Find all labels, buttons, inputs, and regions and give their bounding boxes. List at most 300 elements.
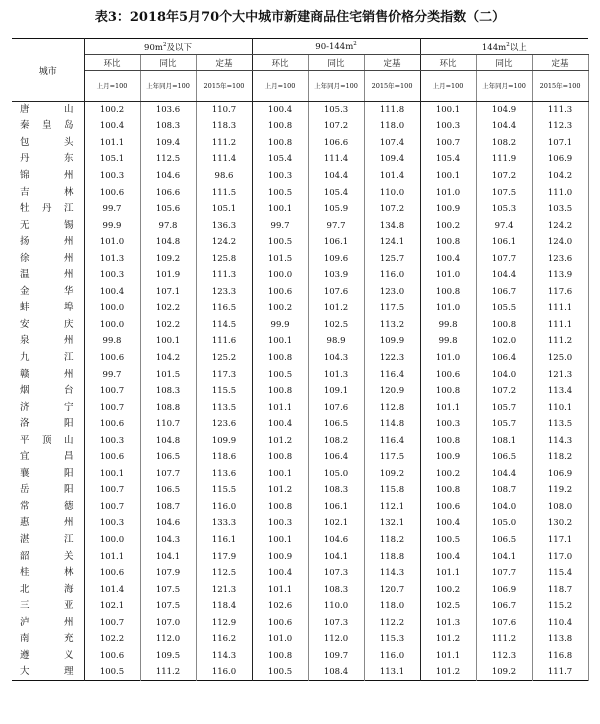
index-value-cell: 100.5 bbox=[252, 664, 308, 681]
index-value-cell: 106.9 bbox=[532, 466, 588, 483]
index-value-cell: 109.5 bbox=[140, 648, 196, 665]
index-value-cell: 99.8 bbox=[420, 317, 476, 334]
table-row bbox=[12, 631, 588, 648]
table-row bbox=[12, 499, 588, 516]
index-value-cell: 100.4 bbox=[252, 565, 308, 582]
index-value-cell: 118.2 bbox=[364, 532, 420, 549]
index-value-cell: 101.0 bbox=[420, 267, 476, 284]
index-value-cell: 108.3 bbox=[308, 581, 364, 598]
index-value-cell: 115.4 bbox=[532, 565, 588, 582]
city-name-cell: 泉州 bbox=[12, 333, 84, 350]
index-value-cell: 112.3 bbox=[532, 118, 588, 135]
index-value-cell: 108.2 bbox=[476, 135, 532, 152]
index-value-cell: 99.8 bbox=[420, 333, 476, 350]
index-value-cell: 125.0 bbox=[532, 350, 588, 367]
index-value-cell: 111.0 bbox=[532, 184, 588, 201]
index-value-cell: 100.2 bbox=[420, 581, 476, 598]
index-value-cell: 101.2 bbox=[252, 432, 308, 449]
index-value-cell: 107.1 bbox=[532, 135, 588, 152]
index-value-cell: 100.1 bbox=[252, 466, 308, 483]
index-value-cell: 105.0 bbox=[476, 515, 532, 532]
table-row bbox=[12, 383, 588, 400]
index-value-cell: 123.0 bbox=[364, 284, 420, 301]
index-value-cell: 104.4 bbox=[476, 267, 532, 284]
subheader-fixed-base: 定基 bbox=[532, 55, 588, 71]
city-name-cell: 济宁 bbox=[12, 399, 84, 416]
index-value-cell: 107.5 bbox=[140, 581, 196, 598]
index-value-cell: 106.7 bbox=[476, 284, 532, 301]
index-value-cell: 111.3 bbox=[196, 267, 252, 284]
index-value-cell: 105.3 bbox=[308, 102, 364, 119]
index-value-cell: 106.9 bbox=[532, 151, 588, 168]
index-value-cell: 106.1 bbox=[308, 499, 364, 516]
index-value-cell: 125.8 bbox=[196, 250, 252, 267]
index-value-cell: 107.2 bbox=[476, 383, 532, 400]
subheader-mom: 环比 bbox=[420, 55, 476, 71]
index-value-cell: 119.2 bbox=[532, 482, 588, 499]
index-value-cell: 100.1 bbox=[84, 466, 140, 483]
city-column-header: 城市 bbox=[12, 39, 84, 102]
index-value-cell: 97.4 bbox=[476, 217, 532, 234]
index-value-cell: 108.8 bbox=[140, 399, 196, 416]
index-value-cell: 111.2 bbox=[532, 333, 588, 350]
index-value-cell: 105.4 bbox=[308, 184, 364, 201]
index-value-cell: 122.3 bbox=[364, 350, 420, 367]
index-value-cell: 114.5 bbox=[196, 317, 252, 334]
index-value-cell: 102.5 bbox=[420, 598, 476, 615]
index-value-cell: 113.9 bbox=[532, 267, 588, 284]
index-value-cell: 120.7 bbox=[364, 581, 420, 598]
index-value-cell: 100.4 bbox=[420, 548, 476, 565]
city-name-cell: 牡丹江 bbox=[12, 201, 84, 218]
city-name-cell: 秦皇岛 bbox=[12, 118, 84, 135]
index-value-cell: 100.6 bbox=[84, 416, 140, 433]
index-value-cell: 101.2 bbox=[252, 482, 308, 499]
index-value-cell: 121.3 bbox=[532, 366, 588, 383]
index-value-cell: 100.6 bbox=[84, 350, 140, 367]
table-header bbox=[12, 39, 588, 102]
base-label-fixed-base: 2015年=100 bbox=[196, 71, 252, 102]
index-value-cell: 133.3 bbox=[196, 515, 252, 532]
index-value-cell: 107.2 bbox=[308, 118, 364, 135]
table-row bbox=[12, 449, 588, 466]
price-index-table bbox=[12, 38, 589, 681]
index-value-cell: 108.7 bbox=[476, 482, 532, 499]
index-value-cell: 100.6 bbox=[84, 565, 140, 582]
city-name-cell: 烟台 bbox=[12, 383, 84, 400]
index-value-cell: 100.7 bbox=[84, 614, 140, 631]
table-row bbox=[12, 333, 588, 350]
index-value-cell: 100.3 bbox=[84, 515, 140, 532]
index-value-cell: 107.7 bbox=[476, 250, 532, 267]
index-value-cell: 100.0 bbox=[252, 267, 308, 284]
index-value-cell: 102.0 bbox=[476, 333, 532, 350]
index-value-cell: 112.5 bbox=[140, 151, 196, 168]
index-value-cell: 104.1 bbox=[476, 548, 532, 565]
base-label-fixed-base: 2015年=100 bbox=[364, 71, 420, 102]
index-value-cell: 100.4 bbox=[84, 118, 140, 135]
index-value-cell: 100.2 bbox=[252, 300, 308, 317]
index-value-cell: 117.1 bbox=[532, 532, 588, 549]
city-name-cell: 蚌埠 bbox=[12, 300, 84, 317]
index-value-cell: 113.5 bbox=[532, 416, 588, 433]
index-value-cell: 109.6 bbox=[308, 250, 364, 267]
index-value-cell: 100.1 bbox=[140, 333, 196, 350]
index-value-cell: 116.4 bbox=[364, 366, 420, 383]
index-value-cell: 100.5 bbox=[252, 184, 308, 201]
index-value-cell: 102.1 bbox=[308, 515, 364, 532]
index-value-cell: 100.2 bbox=[420, 466, 476, 483]
index-value-cell: 105.1 bbox=[84, 151, 140, 168]
index-value-cell: 112.1 bbox=[364, 499, 420, 516]
table-row bbox=[12, 135, 588, 152]
index-value-cell: 104.6 bbox=[140, 515, 196, 532]
index-value-cell: 112.0 bbox=[140, 631, 196, 648]
index-value-cell: 106.6 bbox=[140, 184, 196, 201]
index-value-cell: 100.8 bbox=[252, 449, 308, 466]
index-value-cell: 111.5 bbox=[196, 184, 252, 201]
index-value-cell: 100.3 bbox=[84, 168, 140, 185]
index-value-cell: 116.1 bbox=[196, 532, 252, 549]
index-value-cell: 104.2 bbox=[140, 350, 196, 367]
index-value-cell: 110.7 bbox=[196, 102, 252, 119]
city-name-cell: 常德 bbox=[12, 499, 84, 516]
table-row bbox=[12, 267, 588, 284]
index-value-cell: 111.4 bbox=[308, 151, 364, 168]
index-value-cell: 100.6 bbox=[84, 184, 140, 201]
index-value-cell: 104.3 bbox=[140, 532, 196, 549]
index-value-cell: 105.0 bbox=[308, 466, 364, 483]
index-value-cell: 113.5 bbox=[196, 399, 252, 416]
index-value-cell: 100.1 bbox=[252, 201, 308, 218]
table-row bbox=[12, 201, 588, 218]
table-row bbox=[12, 250, 588, 267]
index-value-cell: 112.5 bbox=[196, 565, 252, 582]
index-value-cell: 117.6 bbox=[532, 284, 588, 301]
index-value-cell: 116.0 bbox=[364, 648, 420, 665]
index-value-cell: 101.4 bbox=[364, 168, 420, 185]
index-value-cell: 124.1 bbox=[364, 234, 420, 251]
base-label-mom: 上月=100 bbox=[84, 71, 140, 102]
city-name-cell: 温州 bbox=[12, 267, 84, 284]
index-value-cell: 100.8 bbox=[252, 383, 308, 400]
index-value-cell: 100.3 bbox=[252, 168, 308, 185]
index-value-cell: 107.7 bbox=[140, 466, 196, 483]
index-value-cell: 100.8 bbox=[420, 432, 476, 449]
index-value-cell: 100.7 bbox=[84, 383, 140, 400]
index-value-cell: 99.7 bbox=[84, 366, 140, 383]
index-value-cell: 104.4 bbox=[476, 466, 532, 483]
index-value-cell: 113.2 bbox=[364, 317, 420, 334]
index-value-cell: 111.8 bbox=[364, 102, 420, 119]
index-value-cell: 106.7 bbox=[476, 598, 532, 615]
index-value-cell: 111.9 bbox=[476, 151, 532, 168]
index-value-cell: 130.2 bbox=[532, 515, 588, 532]
index-value-cell: 100.4 bbox=[252, 102, 308, 119]
index-value-cell: 101.0 bbox=[252, 631, 308, 648]
table-row bbox=[12, 515, 588, 532]
index-value-cell: 101.0 bbox=[420, 300, 476, 317]
city-name-cell: 韶关 bbox=[12, 548, 84, 565]
index-value-cell: 105.9 bbox=[308, 201, 364, 218]
index-value-cell: 118.6 bbox=[196, 449, 252, 466]
index-value-cell: 108.1 bbox=[476, 432, 532, 449]
index-value-cell: 114.3 bbox=[196, 648, 252, 665]
index-value-cell: 105.3 bbox=[476, 201, 532, 218]
city-name-cell: 遵义 bbox=[12, 648, 84, 665]
index-value-cell: 102.1 bbox=[84, 598, 140, 615]
table-row bbox=[12, 432, 588, 449]
index-value-cell: 109.2 bbox=[140, 250, 196, 267]
table-row bbox=[12, 598, 588, 615]
subheader-fixed-base: 定基 bbox=[196, 55, 252, 71]
city-name-cell: 洛阳 bbox=[12, 416, 84, 433]
index-value-cell: 115.8 bbox=[364, 482, 420, 499]
index-value-cell: 105.4 bbox=[252, 151, 308, 168]
index-value-cell: 102.2 bbox=[140, 300, 196, 317]
index-value-cell: 100.0 bbox=[84, 532, 140, 549]
index-value-cell: 100.8 bbox=[252, 135, 308, 152]
city-name-cell: 吉林 bbox=[12, 184, 84, 201]
index-value-cell: 106.6 bbox=[308, 135, 364, 152]
index-value-cell: 107.2 bbox=[476, 168, 532, 185]
subheader-yoy: 同比 bbox=[140, 55, 196, 71]
index-value-cell: 107.7 bbox=[476, 565, 532, 582]
index-value-cell: 100.8 bbox=[420, 234, 476, 251]
index-value-cell: 100.1 bbox=[420, 102, 476, 119]
index-value-cell: 108.3 bbox=[308, 482, 364, 499]
index-value-cell: 102.5 bbox=[308, 317, 364, 334]
index-value-cell: 103.6 bbox=[140, 102, 196, 119]
index-value-cell: 104.8 bbox=[140, 432, 196, 449]
index-value-cell: 101.1 bbox=[84, 135, 140, 152]
index-value-cell: 116.5 bbox=[196, 300, 252, 317]
city-name-cell: 安庆 bbox=[12, 317, 84, 334]
index-value-cell: 115.5 bbox=[196, 482, 252, 499]
index-value-cell: 115.5 bbox=[196, 383, 252, 400]
index-value-cell: 101.0 bbox=[420, 184, 476, 201]
city-name-cell: 大理 bbox=[12, 664, 84, 681]
table-row bbox=[12, 284, 588, 301]
index-value-cell: 113.4 bbox=[532, 383, 588, 400]
index-value-cell: 100.4 bbox=[84, 284, 140, 301]
index-value-cell: 117.5 bbox=[364, 449, 420, 466]
city-name-cell: 唐山 bbox=[12, 102, 84, 119]
city-name-cell: 徐州 bbox=[12, 250, 84, 267]
page-title: 表3：2018年5月70个大中城市新建商品住宅销售价格分类指数（二） bbox=[94, 10, 506, 25]
index-value-cell: 100.8 bbox=[420, 383, 476, 400]
index-value-cell: 123.6 bbox=[532, 250, 588, 267]
index-value-cell: 99.7 bbox=[252, 217, 308, 234]
index-value-cell: 105.7 bbox=[476, 399, 532, 416]
index-value-cell: 100.7 bbox=[84, 482, 140, 499]
index-value-cell: 104.9 bbox=[476, 102, 532, 119]
index-value-cell: 116.8 bbox=[532, 648, 588, 665]
index-value-cell: 118.8 bbox=[364, 548, 420, 565]
index-value-cell: 100.6 bbox=[420, 366, 476, 383]
index-value-cell: 109.1 bbox=[308, 383, 364, 400]
city-name-cell: 三亚 bbox=[12, 598, 84, 615]
index-value-cell: 118.2 bbox=[532, 449, 588, 466]
city-name-cell: 南充 bbox=[12, 631, 84, 648]
index-value-cell: 112.2 bbox=[364, 614, 420, 631]
index-value-cell: 116.0 bbox=[364, 267, 420, 284]
index-value-cell: 100.4 bbox=[420, 250, 476, 267]
subheader-yoy: 同比 bbox=[308, 55, 364, 71]
index-value-cell: 106.1 bbox=[308, 234, 364, 251]
index-value-cell: 113.1 bbox=[364, 664, 420, 681]
index-value-cell: 100.8 bbox=[252, 118, 308, 135]
index-value-cell: 104.4 bbox=[476, 118, 532, 135]
city-name-cell: 惠州 bbox=[12, 515, 84, 532]
index-value-cell: 107.5 bbox=[476, 184, 532, 201]
table-row bbox=[12, 664, 588, 681]
header-group-row bbox=[12, 39, 588, 55]
index-value-cell: 108.3 bbox=[140, 118, 196, 135]
index-value-cell: 117.3 bbox=[196, 366, 252, 383]
index-value-cell: 111.2 bbox=[196, 135, 252, 152]
index-value-cell: 103.5 bbox=[532, 201, 588, 218]
index-value-cell: 100.6 bbox=[84, 449, 140, 466]
index-value-cell: 109.4 bbox=[364, 151, 420, 168]
index-value-cell: 100.1 bbox=[252, 532, 308, 549]
index-value-cell: 101.2 bbox=[308, 300, 364, 317]
group-header-90-144: $90-144m^2$ bbox=[252, 39, 420, 55]
index-value-cell: 108.0 bbox=[532, 499, 588, 516]
index-value-cell: 100.1 bbox=[252, 333, 308, 350]
index-value-cell: 111.6 bbox=[196, 333, 252, 350]
city-name-cell: 金华 bbox=[12, 284, 84, 301]
index-value-cell: 99.9 bbox=[84, 217, 140, 234]
header-sub-row bbox=[12, 55, 588, 71]
index-value-cell: 116.0 bbox=[196, 664, 252, 681]
index-value-cell: 104.1 bbox=[140, 548, 196, 565]
index-value-cell: 136.3 bbox=[196, 217, 252, 234]
table-row bbox=[12, 581, 588, 598]
index-value-cell: 107.6 bbox=[308, 399, 364, 416]
index-value-cell: 108.4 bbox=[308, 664, 364, 681]
index-value-cell: 100.0 bbox=[84, 317, 140, 334]
index-value-cell: 100.6 bbox=[84, 648, 140, 665]
index-value-cell: 124.0 bbox=[532, 234, 588, 251]
index-value-cell: 107.3 bbox=[308, 614, 364, 631]
table-row bbox=[12, 648, 588, 665]
index-value-cell: 108.7 bbox=[140, 499, 196, 516]
index-value-cell: 101.5 bbox=[252, 250, 308, 267]
city-name-cell: 扬州 bbox=[12, 234, 84, 251]
index-value-cell: 101.3 bbox=[420, 614, 476, 631]
index-value-cell: 100.3 bbox=[84, 267, 140, 284]
table-row bbox=[12, 168, 588, 185]
index-value-cell: 121.3 bbox=[196, 581, 252, 598]
city-name-cell: 九江 bbox=[12, 350, 84, 367]
index-value-cell: 113.8 bbox=[532, 631, 588, 648]
table-row bbox=[12, 102, 588, 119]
index-value-cell: 106.5 bbox=[476, 449, 532, 466]
index-value-cell: 109.2 bbox=[476, 664, 532, 681]
index-value-cell: 100.7 bbox=[84, 499, 140, 516]
city-name-cell: 丹东 bbox=[12, 151, 84, 168]
table-row bbox=[12, 217, 588, 234]
index-value-cell: 118.4 bbox=[196, 598, 252, 615]
city-name-cell: 泸州 bbox=[12, 614, 84, 631]
index-value-cell: 106.5 bbox=[140, 482, 196, 499]
index-value-cell: 100.2 bbox=[420, 217, 476, 234]
index-value-cell: 114.3 bbox=[532, 432, 588, 449]
index-value-cell: 100.8 bbox=[420, 482, 476, 499]
index-value-cell: 108.2 bbox=[308, 432, 364, 449]
index-value-cell: 101.9 bbox=[140, 267, 196, 284]
base-label-yoy: 上年同月=100 bbox=[308, 71, 364, 102]
index-value-cell: 106.4 bbox=[476, 350, 532, 367]
index-value-cell: 110.1 bbox=[532, 399, 588, 416]
index-value-cell: 104.3 bbox=[308, 350, 364, 367]
index-value-cell: 107.5 bbox=[140, 598, 196, 615]
index-value-cell: 114.3 bbox=[364, 565, 420, 582]
index-value-cell: 100.8 bbox=[420, 284, 476, 301]
index-value-cell: 101.2 bbox=[420, 631, 476, 648]
index-value-cell: 101.4 bbox=[84, 581, 140, 598]
index-value-cell: 107.2 bbox=[364, 201, 420, 218]
index-value-cell: 111.2 bbox=[476, 631, 532, 648]
index-value-cell: 100.3 bbox=[252, 515, 308, 532]
index-value-cell: 118.0 bbox=[364, 118, 420, 135]
index-value-cell: 100.8 bbox=[252, 648, 308, 665]
city-name-cell: 襄阳 bbox=[12, 466, 84, 483]
index-value-cell: 107.6 bbox=[476, 614, 532, 631]
index-value-cell: 105.1 bbox=[196, 201, 252, 218]
index-value-cell: 117.5 bbox=[364, 300, 420, 317]
index-value-cell: 101.1 bbox=[420, 565, 476, 582]
index-value-cell: 100.2 bbox=[84, 102, 140, 119]
city-name-cell: 宜昌 bbox=[12, 449, 84, 466]
index-value-cell: 106.5 bbox=[476, 532, 532, 549]
table-row bbox=[12, 548, 588, 565]
city-name-cell: 平顶山 bbox=[12, 432, 84, 449]
index-value-cell: 107.3 bbox=[308, 565, 364, 582]
index-value-cell: 106.5 bbox=[308, 416, 364, 433]
subheader-fixed-base: 定基 bbox=[364, 55, 420, 71]
index-value-cell: 111.1 bbox=[532, 317, 588, 334]
group-header-144-above: $144m^2$以上 bbox=[420, 39, 588, 55]
index-value-cell: 100.6 bbox=[252, 614, 308, 631]
index-value-cell: 100.5 bbox=[252, 366, 308, 383]
index-value-cell: 100.3 bbox=[420, 416, 476, 433]
index-value-cell: 100.4 bbox=[420, 515, 476, 532]
index-value-cell: 105.6 bbox=[140, 201, 196, 218]
index-value-cell: 115.2 bbox=[532, 598, 588, 615]
group-header-90-below: $90m^2$及以下 bbox=[84, 39, 252, 55]
table-row bbox=[12, 399, 588, 416]
index-value-cell: 100.9 bbox=[252, 548, 308, 565]
city-name-cell: 包头 bbox=[12, 135, 84, 152]
index-value-cell: 111.1 bbox=[532, 300, 588, 317]
table-row bbox=[12, 234, 588, 251]
index-value-cell: 107.6 bbox=[308, 284, 364, 301]
index-value-cell: 116.4 bbox=[364, 432, 420, 449]
table-row bbox=[12, 565, 588, 582]
index-value-cell: 107.0 bbox=[140, 614, 196, 631]
index-value-cell: 115.3 bbox=[364, 631, 420, 648]
index-value-cell: 105.7 bbox=[476, 416, 532, 433]
index-value-cell: 104.1 bbox=[308, 548, 364, 565]
index-value-cell: 111.7 bbox=[532, 664, 588, 681]
index-value-cell: 112.3 bbox=[476, 648, 532, 665]
index-value-cell: 110.4 bbox=[532, 614, 588, 631]
index-value-cell: 111.3 bbox=[532, 102, 588, 119]
index-value-cell: 100.6 bbox=[420, 499, 476, 516]
index-value-cell: 102.2 bbox=[84, 631, 140, 648]
